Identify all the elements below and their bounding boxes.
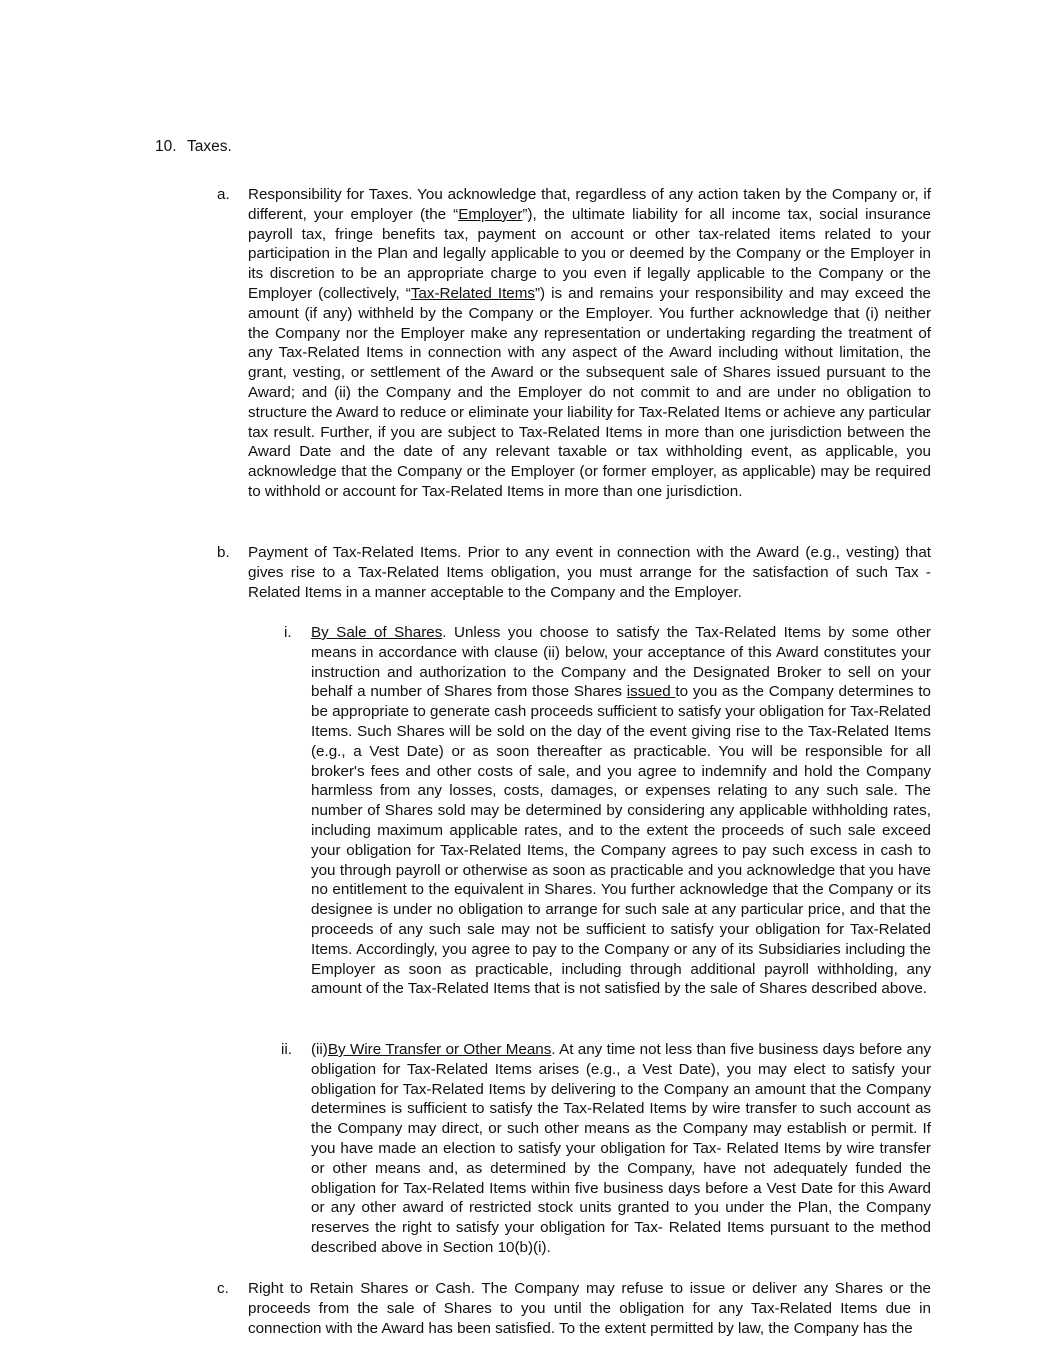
subitem-ii-prefix: (ii) [311,1041,328,1058]
section-title: Taxes. [187,138,232,155]
tax-related-items-defined-term: Tax-Related Items [410,284,535,302]
section-number: 10. [155,138,177,155]
item-b-paragraph [248,543,931,602]
item-c-marker: c. [217,1280,229,1297]
subitem-i-issued: issued [626,683,676,701]
subitem-i-text-1: . Unless you choose to satisfy the Tax-Related Items by some other means in accordance with clause (ii) below, your acceptance of this Award constitutes your instruction and authorization to the Company and the Designated Broker to sell on your behalf a number of Shares from those Shares [311,624,931,701]
subitem-ii-text: . At any time not less than five business days before any obligation for Tax-Related Items arises (e.g., a Vest Date), you may elect to satisfy your obligation for Tax-Related Items by delivering to the Company an amount that the Company determines is sufficient to satisfy the Tax-Related Items by wire transfer to such account as the Company may direct, or such other means as the Company may establish or permit. If you have made an election to satisfy your obligation for Tax- Related Items by wire transfer or other means and, as determined by the Company, have not adequately funded the obligation for Tax-Related Items within five business days before a Vest Date for this Award or any other award of restricted stock units granted to you under the Plan, the Company reserves the right to satisfy your obligation for Tax- Related Items pursuant to the method described above in Section 10(b)(i). [311,1041,931,1256]
item-a-text-1: You acknowledge that, regardless of any action taken by the Company or, if different, your employer (the “ [248,186,932,223]
item-a-text-3: ”) is and remains your responsibility and may exceed the amount (if any) withheld by the Company or the Employer. You further acknowledge that (i) neither the Company nor the Employer make any representation or undertaking regarding the treatment of any Tax-Related Items in connection with any aspect of the Award including without limitation, the grant, vesting, or settlement of the Award or the subsequent sale of Shares issued pursuant to the Award; and (ii) the Company and the Employer do not commit to and are under no obligation to structure the Award to reduce or eliminate your liability for Tax-Related Items or achieve any particular tax result. Further, if you are subject to Tax-Related Items in more than one jurisdiction between the Award Date and the date of any relevant taxable or tax withholding event, as applicable, you acknowledge that the Company or the Employer (or former employer, as applicable) may be required to withhold or account for Tax-Related Items in more than one jurisdiction. [248,284,931,500]
subitem-ii-paragraph [311,1040,931,1258]
item-b-marker: b. [217,544,230,561]
item-a-text-2: ”), the ultimate liability for all income tax, social insurance payroll tax, fringe benefits tax, payment on account or other tax-related items related to your participation in the Plan and legally applicable to you or deemed by the Company or the Employer in its discretion to be an appropriate charge to you even if legally applicable to the Company or the Employer (collectively, “ [248,205,932,302]
subitem-i-text-2: to you as the Company determines to be appropriate to generate cash proceeds sufficient to satisfy your obligation for Tax-Related Items. Such Shares will be sold on the day of the event giving rise to the Tax-Related Items (e.g., a Vest Date) or as soon thereafter as practicable. You will be responsible for all broker's fees and other costs of sale, and you agree to indemnify and hold the Company harmless from any losses, costs, damages, or expenses relating to any such sale. The number of Shares sold may be determined by considering any applicable withholding rates, including maximum applicable rates, and to the extent the proceeds of such sale exceed your obligation for Tax-Related Items, the Company agrees to pay such excess in cash to you through payroll or otherwise as soon as practicable and you acknowledge that you have no entitlement to the equivalent in Shares. You further acknowledge that the Company or its designee is under no obligation to arrange for such sale at any particular price, and that the proceeds of any such sale may not be sufficient to satisfy your obligation for Tax-Related Items. Accordingly, you agree to pay to the Company or any of its Subsidiaries including the Employer as soon as practicable, including through additional payroll withholding, any amount of the Tax-Related Items that is not satisfied by the sale of Shares described above. [311,683,931,998]
item-b-heading: Payment of Tax-Related Items. [248,544,462,561]
subitem-i-marker: i. [284,624,292,641]
item-a-heading: Responsibility for Taxes. [248,186,413,203]
item-c-heading: Right to Retain Shares or Cash. [248,1280,475,1297]
item-c-text: The Company may refuse to issue or deliver any Shares or the proceeds from the sale of Shares to you until the obligation for any Tax-Related Items due in connection with the Award has been satisfied. To the extent permitted by law, the Company has the [248,1280,931,1337]
section-heading [155,137,232,157]
subitem-ii-heading: By Wire Transfer or Other Means [327,1041,552,1058]
item-a-paragraph [248,185,931,502]
subitem-i-heading: By Sale of Shares [311,624,443,641]
item-c-paragraph [248,1279,931,1338]
subitem-ii-marker: ii. [281,1041,292,1058]
subitem-i-paragraph [311,623,931,999]
item-b-text: Prior to any event in connection with the Award (e.g., vesting) that gives rise to a Tax-Related Items obligation, you must arrange for the satisfaction of such Tax -Related Items in a manner acceptable to the Company and the Employer. [248,544,931,601]
item-a-marker: a. [217,186,230,203]
employer-defined-term: Employer [458,205,523,223]
